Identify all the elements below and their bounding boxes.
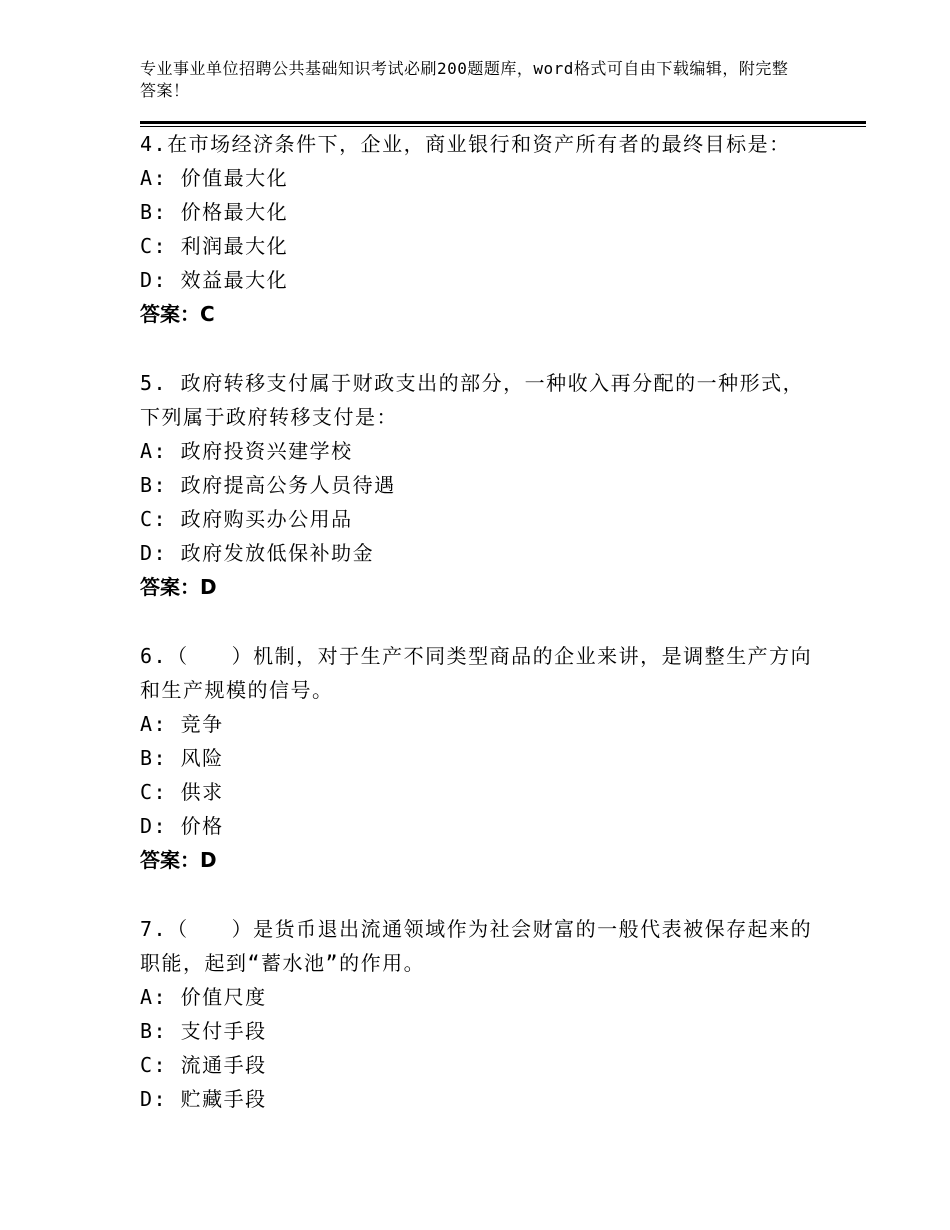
option-c: C: 供求 <box>140 780 224 804</box>
option-c: C: 政府购买办公用品 <box>140 507 353 531</box>
option-d: D: 贮藏手段 <box>140 1087 267 1111</box>
option-a: A: 政府投资兴建学校 <box>140 439 353 463</box>
option-c: C: 流通手段 <box>140 1053 267 1077</box>
question-4 <box>140 127 820 331</box>
option-b: B: 支付手段 <box>140 1019 267 1043</box>
option-a: A: 价值最大化 <box>140 166 289 190</box>
question-stem: 4.在市场经济条件下，企业，商业银行和资产所有者的最终目标是： <box>140 132 791 156</box>
question-stem: 5. 政府转移支付属于财政支出的部分，一种收入再分配的一种形式，下列属于政府转移支付是： <box>140 371 805 429</box>
header-rule-thick <box>140 121 866 124</box>
document-header: 专业事业单位招聘公共基础知识考试必刷200题题库，word格式可自由下载编辑，附完整答案！ <box>140 59 789 100</box>
option-b: B: 风险 <box>140 746 224 770</box>
option-d: D: 效益最大化 <box>140 268 289 292</box>
option-a: A: 价值尺度 <box>140 985 267 1009</box>
question-stem: 7.（ ）是货币退出流通领域作为社会财富的一般代表被保存起来的职能，起到“蓄水池”的作用。 <box>140 917 813 975</box>
option-d: D: 政府发放低保补助金 <box>140 541 375 565</box>
question-stem: 6.（ ）机制，对于生产不同类型商品的企业来讲，是调整生产方向和生产规模的信号。 <box>140 644 813 702</box>
option-c: C: 利润最大化 <box>140 234 289 258</box>
answer-line: 答案：C <box>140 302 215 326</box>
answer-line: 答案：D <box>140 848 217 872</box>
option-b: B: 政府提高公务人员待遇 <box>140 473 396 497</box>
option-a: A: 竞争 <box>140 712 224 736</box>
question-5 <box>140 366 820 604</box>
answer-line: 答案：D <box>140 575 217 599</box>
option-b: B: 价格最大化 <box>140 200 289 224</box>
option-d: D: 价格 <box>140 814 224 838</box>
question-6 <box>140 639 820 877</box>
question-7 <box>140 912 820 1116</box>
